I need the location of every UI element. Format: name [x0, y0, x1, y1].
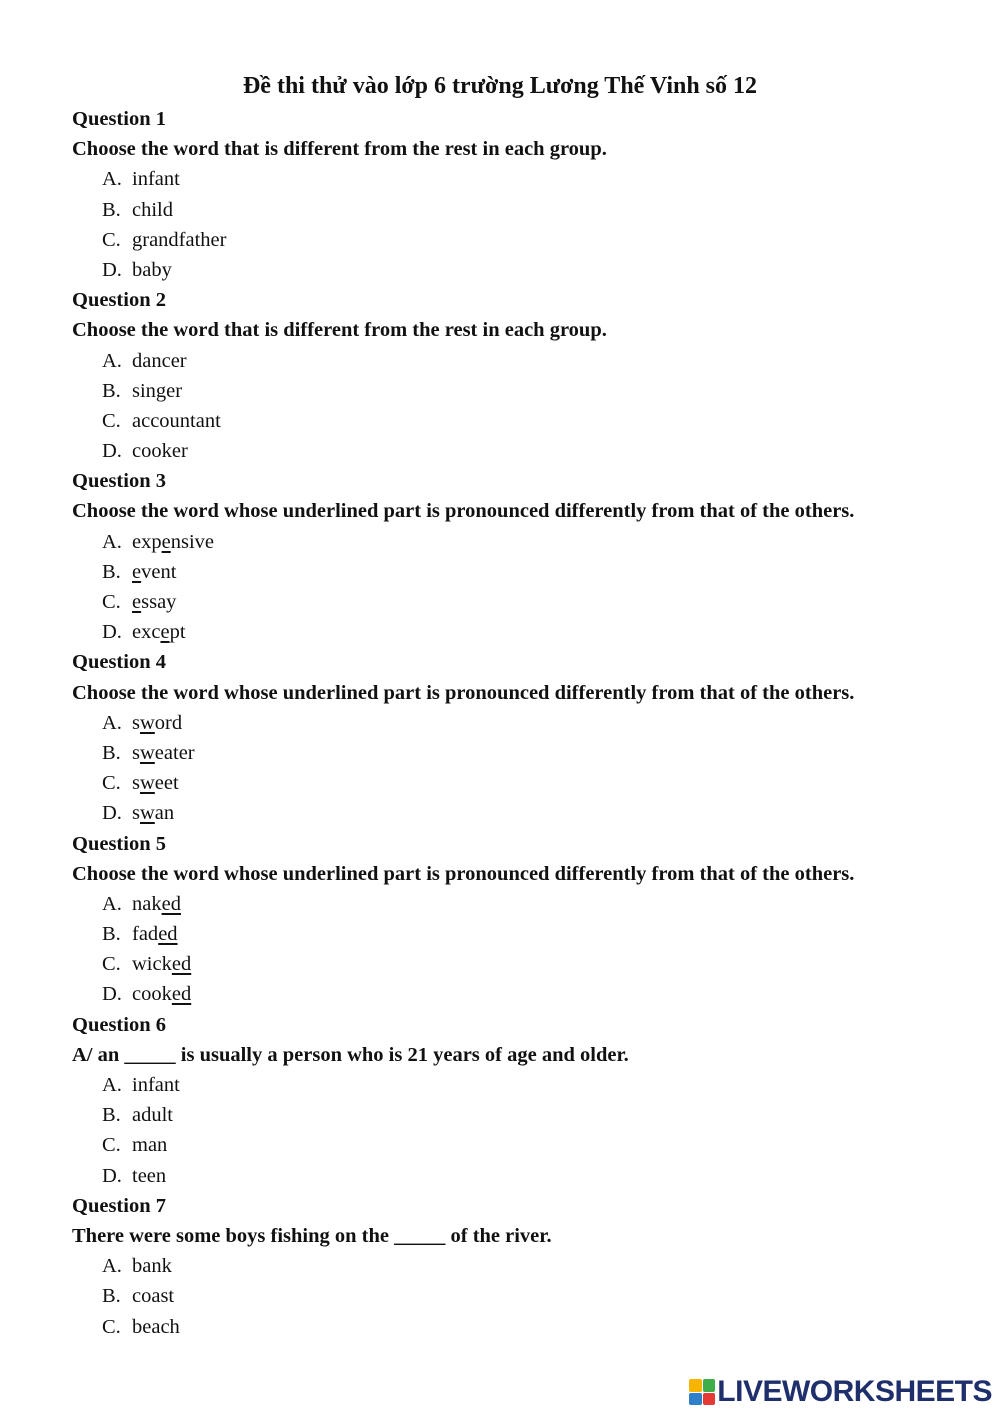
question-block — [72, 647, 972, 828]
option-word — [132, 1285, 174, 1307]
question-block — [72, 466, 972, 647]
option-word — [132, 983, 191, 1005]
underlined-part: e — [160, 621, 170, 644]
option-word — [132, 1074, 180, 1096]
question-prompt: There were some boys fishing on the _____ of the river. — [72, 1224, 552, 1247]
answer-option[interactable] — [72, 164, 972, 194]
option-letter: C. — [102, 1315, 121, 1338]
option-letter: A. — [102, 711, 122, 734]
answer-option[interactable] — [72, 617, 972, 647]
question-heading: Question 5 — [72, 832, 166, 855]
option-letter: B. — [102, 1285, 121, 1308]
answer-option[interactable] — [72, 1130, 972, 1160]
answer-option[interactable] — [72, 738, 972, 768]
question-heading: Question 6 — [72, 1013, 166, 1036]
question-prompt: Choose the word whose underlined part is pronounced differently from that of the others. — [72, 681, 855, 704]
option-letter: A. — [102, 1255, 122, 1278]
option-word — [132, 168, 180, 190]
option-word — [132, 1134, 167, 1156]
question-heading: Question 1 — [72, 108, 166, 130]
option-letter: C. — [102, 772, 121, 795]
word-part: nsive — [170, 530, 214, 553]
word-part: coast — [132, 1285, 175, 1308]
underlined-part: e — [132, 560, 142, 583]
answer-option[interactable] — [72, 889, 972, 919]
answer-option[interactable] — [72, 1251, 972, 1281]
option-word — [132, 953, 191, 975]
underlined-part: w — [139, 802, 155, 825]
option-letter: A. — [102, 530, 122, 553]
answer-option[interactable] — [72, 557, 972, 587]
option-letter: D. — [102, 1164, 122, 1187]
word-part: s — [132, 802, 140, 825]
option-letter: A. — [102, 892, 122, 915]
word-part: nak — [132, 892, 162, 915]
option-letter: C. — [102, 1134, 121, 1157]
underlined-part: ed — [161, 892, 181, 915]
option-word — [132, 561, 176, 583]
answer-option[interactable] — [72, 527, 972, 557]
underlined-part: w — [139, 772, 155, 795]
option-letter: C. — [102, 953, 121, 976]
question-block — [72, 104, 972, 285]
liveworksheets-mark-icon — [689, 1379, 715, 1405]
option-word — [132, 440, 188, 462]
logo-square-icon — [703, 1379, 716, 1392]
underlined-part: e — [161, 530, 171, 553]
answer-option[interactable] — [72, 255, 972, 285]
option-word — [132, 1316, 180, 1338]
answer-option[interactable] — [72, 708, 972, 738]
option-word — [132, 742, 195, 764]
option-word — [132, 772, 179, 794]
word-part: grandfather — [132, 228, 227, 251]
word-part: exp — [132, 530, 162, 553]
option-word — [132, 621, 186, 643]
word-part: exc — [132, 621, 161, 644]
logo-square-icon — [689, 1393, 702, 1406]
word-part: dancer — [132, 349, 187, 372]
word-part: pt — [169, 621, 186, 644]
answer-option[interactable] — [72, 919, 972, 949]
option-letter: A. — [102, 168, 122, 191]
question-heading: Question 7 — [72, 1194, 166, 1217]
underlined-part: w — [139, 711, 155, 734]
word-part: child — [132, 198, 173, 221]
logo-square-icon — [703, 1393, 716, 1406]
option-word — [132, 923, 178, 945]
question-prompt: Choose the word whose underlined part is pronounced differently from that of the others. — [72, 500, 855, 523]
word-part: fad — [132, 923, 159, 946]
underlined-part: ed — [158, 923, 178, 946]
word-part: eet — [154, 772, 179, 795]
option-letter: B. — [102, 923, 121, 946]
option-letter: D. — [102, 258, 122, 281]
option-word — [132, 1255, 172, 1277]
question-prompt: A/ an _____ is usually a person who is 21 years of age and older. — [72, 1043, 629, 1066]
answer-option[interactable] — [72, 346, 972, 376]
option-letter: A. — [102, 1074, 122, 1096]
word-part: accountant — [132, 409, 221, 432]
option-letter: D. — [102, 440, 122, 463]
document-title: Đề thi thử vào lớp 6 trường Lương Thế Vinh số 12 — [242, 73, 758, 99]
option-letter: B. — [102, 1104, 121, 1127]
option-letter: C. — [102, 228, 121, 251]
word-part: infant — [132, 1074, 180, 1096]
option-letter: B. — [102, 198, 121, 221]
option-word — [132, 531, 214, 553]
logo-square-icon — [689, 1379, 702, 1392]
option-word — [132, 591, 176, 613]
word-part: s — [132, 711, 140, 734]
question-block — [72, 829, 972, 1010]
word-part: beach — [132, 1315, 180, 1338]
question-block — [72, 1010, 972, 1191]
option-letter: D. — [102, 983, 122, 1006]
question-heading: Question 3 — [72, 470, 166, 493]
word-part: man — [132, 1134, 168, 1157]
option-letter: B. — [102, 741, 121, 764]
underlined-part: ed — [171, 953, 192, 976]
word-part: ord — [154, 711, 183, 734]
option-word — [132, 712, 182, 734]
word-part: ssay — [141, 591, 177, 613]
word-part: teen — [132, 1164, 167, 1187]
question-heading: Question 4 — [72, 651, 166, 674]
question-prompt: Choose the word that is different from the rest in each group. — [72, 319, 607, 342]
word-part: wick — [132, 953, 172, 976]
underlined-part: ed — [171, 983, 192, 1006]
option-word — [132, 410, 221, 432]
question-prompt: Choose the word whose underlined part is pronounced differently from that of the others. — [72, 862, 855, 885]
word-part: s — [132, 772, 140, 795]
word-part: adult — [132, 1104, 173, 1127]
option-word — [132, 802, 174, 824]
question-block — [72, 285, 972, 466]
answer-option[interactable] — [72, 436, 972, 466]
option-word — [132, 199, 173, 221]
answer-option[interactable] — [72, 195, 972, 225]
option-letter: C. — [102, 591, 121, 613]
option-letter: D. — [102, 802, 122, 825]
option-word — [132, 893, 181, 915]
option-word — [132, 1165, 166, 1187]
liveworksheets-logo — [689, 1377, 992, 1407]
option-letter: B. — [102, 560, 121, 583]
answer-option[interactable] — [72, 1281, 972, 1311]
word-part: an — [154, 802, 175, 825]
underlined-part: e — [132, 591, 142, 613]
answer-option[interactable] — [72, 225, 972, 255]
question-heading: Question 2 — [72, 289, 166, 312]
word-part: vent — [141, 560, 177, 583]
word-part: singer — [132, 379, 183, 402]
answer-option[interactable] — [72, 1312, 972, 1342]
option-word — [132, 1104, 173, 1126]
answer-option[interactable] — [72, 798, 972, 828]
answer-option[interactable] — [72, 1070, 972, 1100]
option-word — [132, 259, 172, 281]
answer-option[interactable] — [72, 406, 972, 436]
option-letter: B. — [102, 379, 121, 402]
option-word — [132, 380, 182, 402]
word-part: cooker — [132, 440, 188, 463]
option-letter: A. — [102, 349, 122, 372]
answer-option[interactable] — [72, 1100, 972, 1130]
word-part: baby — [132, 258, 172, 281]
answer-option[interactable] — [72, 587, 972, 617]
answer-option[interactable] — [72, 1161, 972, 1191]
question-prompt: Choose the word that is different from the rest in each group. — [72, 138, 607, 161]
answer-option[interactable] — [72, 376, 972, 406]
option-word — [132, 350, 187, 372]
option-letter: C. — [102, 409, 121, 432]
word-part: s — [132, 741, 140, 764]
word-part: bank — [132, 1255, 172, 1278]
underlined-part: w — [139, 741, 155, 764]
option-word — [132, 229, 226, 251]
word-part: infant — [132, 168, 180, 191]
answer-option[interactable] — [72, 979, 972, 1009]
logo-text: LIVEWORKSHEETS — [717, 1375, 992, 1408]
word-part: cook — [132, 983, 172, 1006]
question-block — [72, 1191, 972, 1342]
question-list — [72, 104, 972, 1342]
answer-option[interactable] — [72, 768, 972, 798]
option-letter: D. — [102, 621, 122, 644]
word-part: eater — [154, 741, 195, 764]
answer-option[interactable] — [72, 949, 972, 979]
